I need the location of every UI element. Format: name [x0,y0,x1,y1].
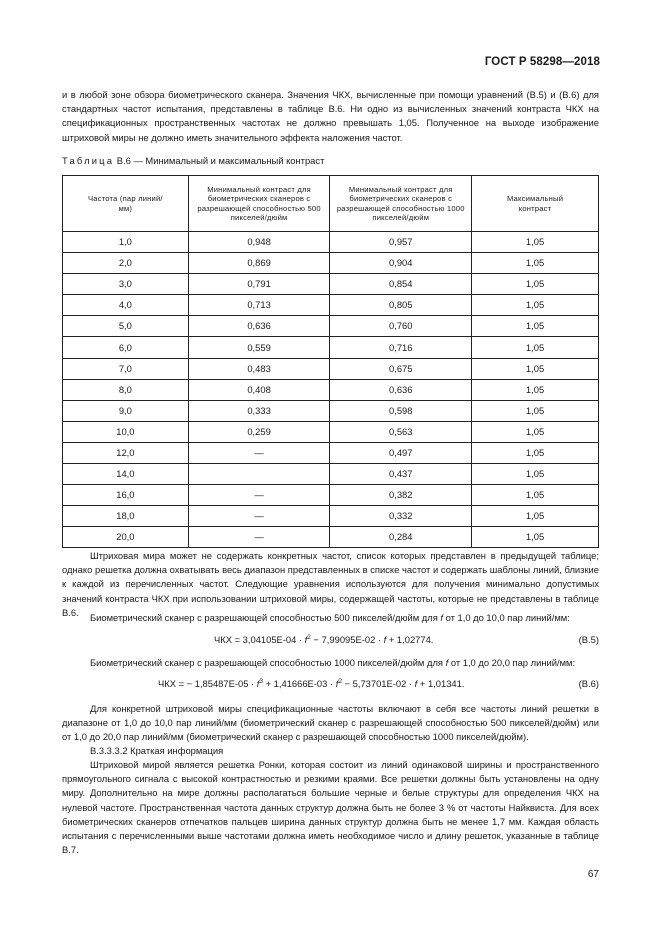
eq5-part-1: ЧКХ = 3,04105E-04 · [214,634,305,645]
eq6-f-3: f [414,678,418,689]
header-min-contrast-500: Минимальный контраст для биометрических сканеров с разрешающей способностью 500 пикселей/дюйм [188,176,330,232]
cell-min-contrast-1000: 0,284 [330,527,472,548]
table-row [63,506,599,527]
cell-frequency: 7,0 [63,358,189,379]
cell-min-contrast-500: 0,259 [188,421,330,442]
cell-frequency: 9,0 [63,400,189,421]
cell-max-contrast: 1,05 [472,232,599,253]
cell-min-contrast-1000: 0,497 [330,442,472,463]
table-body [63,232,599,548]
cell-max-contrast: 1,05 [472,316,599,337]
equation-b5 [214,634,433,645]
cell-min-contrast-500: 0,713 [188,295,330,316]
cell-min-contrast-1000: 0,636 [330,379,472,400]
cell-min-contrast-500: 0,869 [188,253,330,274]
eq6-intro-f: f [445,657,449,668]
cell-min-contrast-500: 0,559 [188,337,330,358]
paragraph-2: Штриховая мира может не содержать конкретных частот, список которых представлен в предыдущей таблице; однако решетка должна охватывать весь диапазон представленных в списке частот и содержать шаблоны линий, близкие к каждой из перечисленных частот. Следующие уравнения используются для получения минимально допустимых значений контраста ЧКХ при использовании штриховой миры, содержащей частоты, которые не представлены в таблице В.6. [62,550,599,618]
cell-max-contrast: 1,05 [472,274,599,295]
cell-min-contrast-500: — [188,527,330,548]
cell-max-contrast: 1,05 [472,464,599,485]
table-row [63,316,599,337]
table-row [63,464,599,485]
eq5-part-2: − 7,99095E-02 · [310,634,384,645]
cell-min-contrast-1000: 0,598 [330,400,472,421]
cell-frequency: 1,0 [63,232,189,253]
table-row [63,232,599,253]
eq5-part-3: + 1,02774. [386,634,434,645]
header-frequency: Частота (пар линий/мм) [63,176,189,232]
cell-frequency: 8,0 [63,379,189,400]
cell-min-contrast-1000: 0,716 [330,337,472,358]
eq6-f-1: f [256,678,260,689]
table-row [63,358,599,379]
cell-max-contrast: 1,05 [472,421,599,442]
table-caption [62,155,324,166]
cell-min-contrast-1000: 0,675 [330,358,472,379]
page-number: 67 [587,869,599,880]
cell-frequency: 16,0 [63,485,189,506]
cell-min-contrast-1000: 0,332 [330,506,472,527]
cell-frequency: 18,0 [63,506,189,527]
eq6-intro-a: Биометрический сканер с разрешающей способностью 1000 пикселей/дюйм для [90,657,446,668]
section-heading: В.3.3.3.2 Краткая информация [90,745,224,756]
cell-frequency: 4,0 [63,295,189,316]
contrast-table [62,175,599,548]
cell-min-contrast-500: 0,636 [188,316,330,337]
table-row [63,253,599,274]
cell-frequency: 5,0 [63,316,189,337]
cell-max-contrast: 1,05 [472,253,599,274]
header-max-contrast: Максимальный контраст [472,176,599,232]
cell-min-contrast-500: — [188,506,330,527]
paragraph-4: Штриховой мирой является решетка Ронки, которая состоит из линий одинаковой ширины и пространственного прямоугольного сигнала с высокой контрастностью и резкими краями. Все решетки должны быть установлены на одну миру. Дополнительно на мире должны располагаться большие черные и белые структуры для определения ЧКХ на нулевой частоте. Пространственная частота данных структур должна быть не более 3 % от частоты Найквиста. Для всех биометрических сканеров отпечатков пальцев ширина данных структур должна быть не менее 1,7 мм. Каждая область испытания с перечисленными выше частотами должна иметь необходимое число и длину решеток, указанные в таблице В.7. [62,759,599,856]
cell-max-contrast: 1,05 [472,527,599,548]
eq5-f-2: f [383,634,387,645]
eq6-exp-2: 2 [338,678,342,685]
cell-frequency: 6,0 [63,337,189,358]
cell-min-contrast-1000: 0,957 [330,232,472,253]
table-row [63,295,599,316]
table-row [63,274,599,295]
cell-frequency: 12,0 [63,442,189,463]
cell-min-contrast-500: 0,333 [188,400,330,421]
eq6-exp-1: 3 [259,678,263,685]
table-caption-text: В.6 — Минимальный и максимальный контраст [116,155,325,166]
cell-min-contrast-1000: 0,563 [330,421,472,442]
intro-paragraph: и в любой зоне обзора биометрического сканера. Значения ЧКХ, вычисленные при помощи уравнений (В.5) и (В.6) для стандартных частот испытания, представлены в таблице В.6. Ни одно из вычисленных значений контраста ЧКХ на спецификационных пространственных частотах не должно превышать 1,05. Полученное на выходе изображение штриховой миры не должно иметь значительного эффекта наложения частот. [62,89,599,143]
eq6-part-3: − 5,73701E-02 · [341,678,415,689]
table-row [63,379,599,400]
cell-max-contrast: 1,05 [472,295,599,316]
eq6-intro-b: от 1,0 до 20,0 пар линий/мм: [448,657,576,668]
eq5-intro-a: Биометрический сканер с разрешающей способностью 500 пикселей/дюйм для [90,612,441,623]
eq5-intro-b: от 1,0 до 10,0 пар линий/мм: [443,612,570,623]
cell-frequency: 20,0 [63,527,189,548]
table-row [63,527,599,548]
cell-max-contrast: 1,05 [472,358,599,379]
cell-frequency: 10,0 [63,421,189,442]
cell-min-contrast-1000: 0,437 [330,464,472,485]
cell-min-contrast-500 [188,464,330,485]
table-header-row [63,176,599,232]
table-caption-label: Таблица [62,155,115,166]
cell-max-contrast: 1,05 [472,506,599,527]
cell-max-contrast: 1,05 [472,400,599,421]
table-row [63,421,599,442]
eq5-f-1: f [304,634,308,645]
eq5-intro-f: f [440,612,443,623]
table-row [63,400,599,421]
eq6-part-4: + 1,01341. [417,678,465,689]
table-row [63,337,599,358]
eq5-intro [62,611,599,625]
cell-min-contrast-500: 0,408 [188,379,330,400]
paragraph-3: Для конкретной штриховой миры спецификационные частоты включают в себя все частоты линий решетки в диапазоне от 1,0 до 10,0 пар линий/мм (биометрический сканер с разрешающей способностью 500 пикселей/дюйм) или от 1,0 до 20,0 пар линий/мм (биометрический сканер с разрешающей способностью 1000 пикселей/дюйм). [62,703,599,743]
eq6-f-2: f [335,678,339,689]
eq6-intro [62,656,599,670]
cell-max-contrast: 1,05 [472,442,599,463]
cell-min-contrast-500: 0,483 [188,358,330,379]
cell-min-contrast-1000: 0,382 [330,485,472,506]
eq6-part-2: + 1,41666E-03 · [262,678,336,689]
equation-b5-number: (В.5) [578,634,599,645]
cell-min-contrast-1000: 0,854 [330,274,472,295]
table-row [63,485,599,506]
table-row [63,442,599,463]
cell-max-contrast: 1,05 [472,379,599,400]
eq6-part-1: ЧКХ = − 1,85487E-05 · [158,678,257,689]
cell-min-contrast-500: — [188,485,330,506]
cell-min-contrast-500: 0,791 [188,274,330,295]
cell-max-contrast: 1,05 [472,485,599,506]
cell-min-contrast-1000: 0,760 [330,316,472,337]
cell-min-contrast-1000: 0,805 [330,295,472,316]
equation-b6 [158,678,464,689]
cell-frequency: 2,0 [63,253,189,274]
cell-min-contrast-500: 0,948 [188,232,330,253]
document-header-standard: ГОСТ Р 58298—2018 [484,56,600,68]
eq5-exp-1: 2 [307,634,311,641]
equation-b6-number: (В.6) [578,678,599,689]
cell-frequency: 3,0 [63,274,189,295]
cell-min-contrast-500: — [188,442,330,463]
cell-frequency: 14,0 [63,464,189,485]
header-min-contrast-1000: Минимальный контраст для биометрических сканеров с разрешающей способностью 1000 пикселей/дюйм [330,176,472,232]
cell-min-contrast-1000: 0,904 [330,253,472,274]
cell-max-contrast: 1,05 [472,337,599,358]
